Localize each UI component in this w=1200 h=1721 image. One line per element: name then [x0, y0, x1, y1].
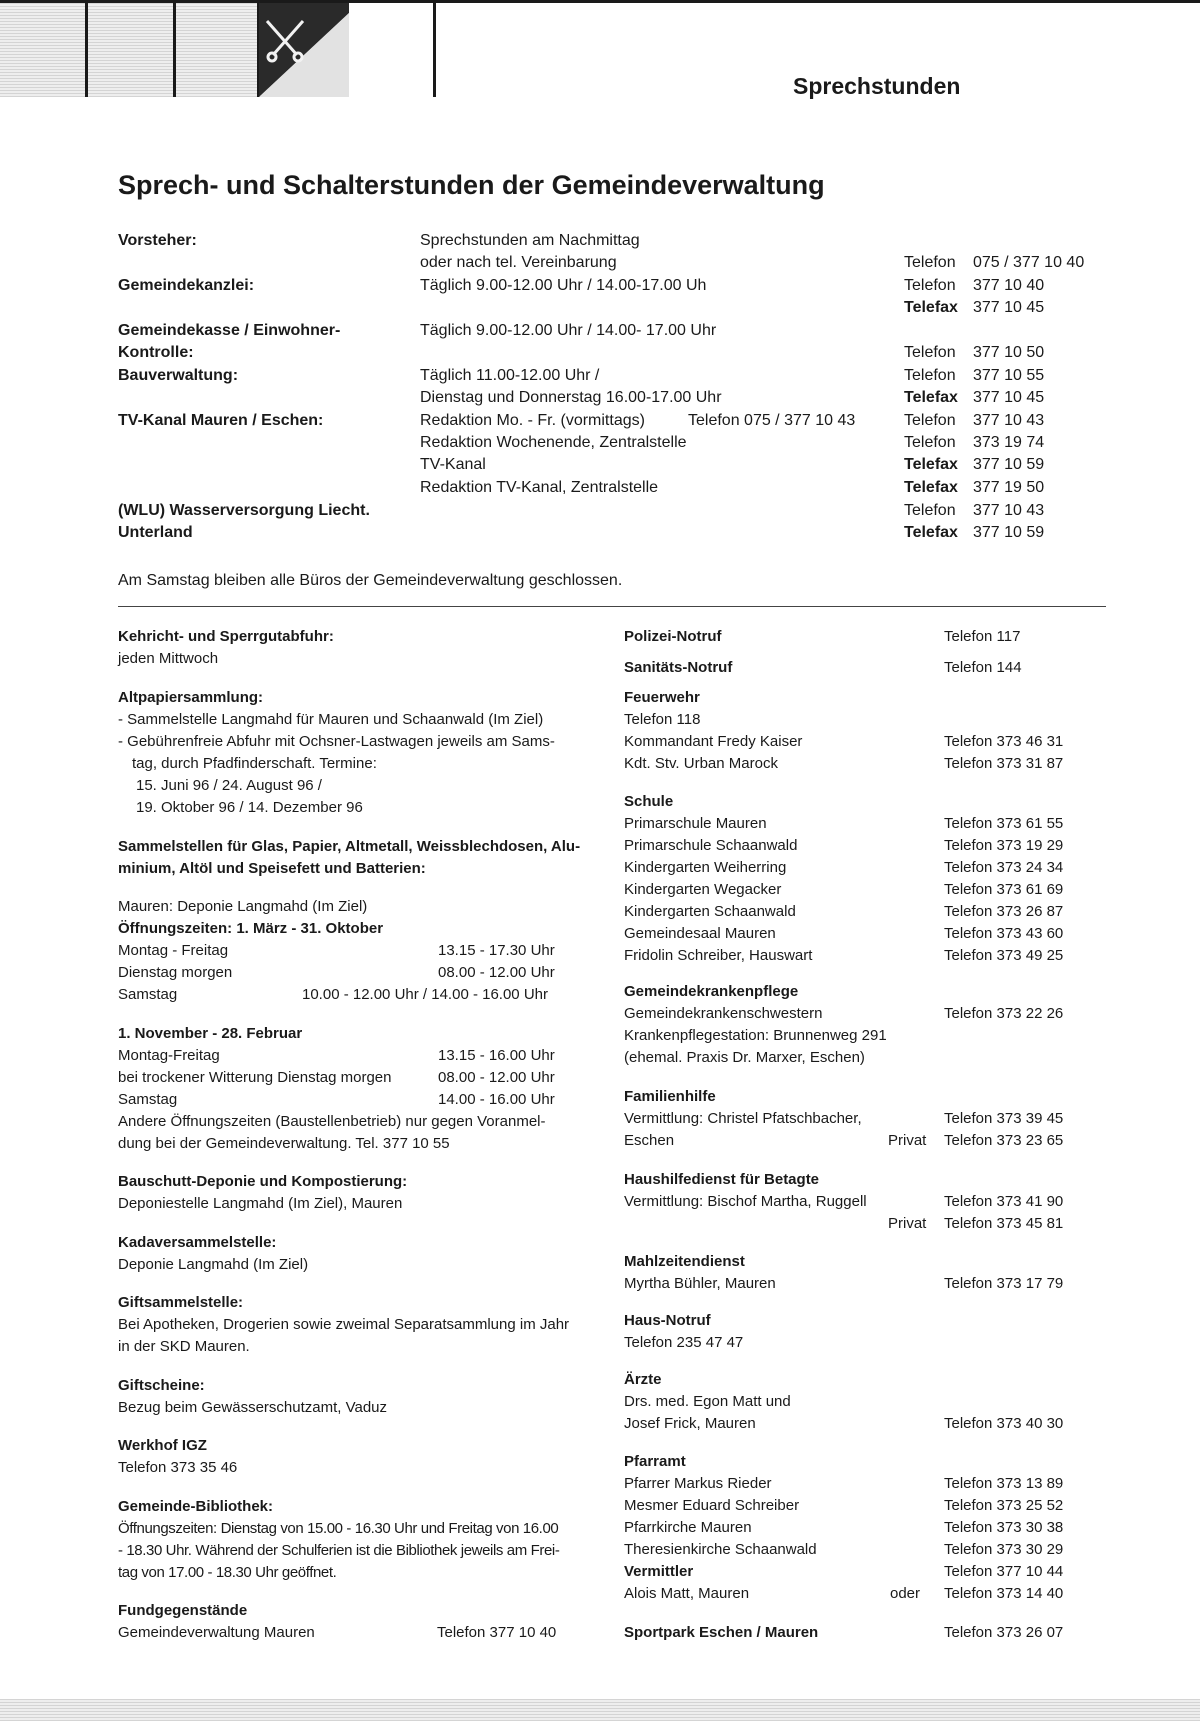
- left-heading: Altpapiersammlung:: [118, 689, 264, 706]
- left-value: 13.15 - 16.00 Uhr: [438, 1047, 555, 1064]
- left-text: Mauren: Deponie Langmahd (Im Ziel): [118, 898, 368, 915]
- office-hours: Dienstag und Donnerstag 16.00-17.00 Uhr: [420, 389, 722, 406]
- phone-number: Telefon 373 41 90: [944, 1193, 1064, 1210]
- office-label: Kontrolle:: [118, 344, 194, 361]
- left-value: Telefon 377 10 40: [437, 1624, 557, 1641]
- left-text: 19. Oktober 96 / 14. Dezember 96: [136, 799, 363, 816]
- left-text: 15. Juni 96 / 24. August 96 /: [136, 777, 322, 794]
- right-text: Theresienkirche Schaanwald: [624, 1541, 817, 1558]
- right-heading: Polizei-Notruf: [624, 628, 722, 645]
- phone-number: 377 10 59: [973, 524, 1045, 541]
- right-text: Mesmer Eduard Schreiber: [624, 1497, 800, 1514]
- phone-number: Telefon 373 39 45: [944, 1110, 1064, 1127]
- left-text: Dienstag morgen: [118, 964, 233, 981]
- phone-number: Telefon 373 40 30: [944, 1415, 1064, 1432]
- emblem-icon: [259, 3, 349, 97]
- left-text: tag von 17.00 - 18.30 Uhr geöffnet.: [118, 1564, 337, 1581]
- right-text: Kindergarten Wegacker: [624, 881, 782, 898]
- phone-number: Telefon 373 43 60: [944, 925, 1064, 942]
- right-text: Josef Frick, Mauren: [624, 1415, 756, 1432]
- left-text: Öffnungszeiten: Dienstag von 15.00 - 16.30 Uhr und Freitag von 16.00: [118, 1520, 559, 1537]
- left-text: in der SKD Mauren.: [118, 1338, 250, 1355]
- left-heading: Fundgegenstände: [118, 1602, 248, 1619]
- phone-number: Telefon 373 46 31: [944, 733, 1064, 750]
- left-value: 08.00 - 12.00 Uhr: [438, 964, 555, 981]
- left-text: - Sammelstelle Langmahd für Mauren und Schaanwald (Im Ziel): [118, 711, 544, 728]
- phone-number: Telefon 373 22 26: [944, 1005, 1064, 1022]
- phone-number: Telefon 373 19 29: [944, 837, 1064, 854]
- page-title: Sprech- und Schalterstunden der Gemeindeverwaltung: [118, 170, 825, 200]
- phone-number: 373 19 74: [973, 434, 1045, 451]
- phone-number: Telefon 373 45 81: [944, 1215, 1064, 1232]
- left-heading: Gemeinde-Bibliothek:: [118, 1498, 274, 1515]
- left-text: Andere Öffnungszeiten (Baustellenbetrieb) nur gegen Voranmel-: [118, 1113, 546, 1130]
- phone-number: Telefon 373 61 55: [944, 815, 1064, 832]
- left-heading: Giftsammelstelle:: [118, 1294, 244, 1311]
- phone-number: Telefon 144: [944, 659, 1022, 676]
- left-text: Montag-Freitag: [118, 1047, 220, 1064]
- phone-number: Telefon 373 26 07: [944, 1624, 1064, 1641]
- phone-number: Telefon 377 10 44: [944, 1563, 1064, 1580]
- right-heading: Sanitäts-Notruf: [624, 659, 733, 676]
- office-hours: Redaktion Mo. - Fr. (vormittags): [420, 412, 645, 429]
- right-text: Kindergarten Weiherring: [624, 859, 787, 876]
- office-hours: Sprechstunden am Nachmittag: [420, 232, 640, 249]
- header-banner: [0, 3, 436, 97]
- left-text: Deponiestelle Langmahd (Im Ziel), Mauren: [118, 1195, 403, 1212]
- left-value: 14.00 - 16.00 Uhr: [438, 1091, 555, 1108]
- right-heading: Feuerwehr: [624, 689, 700, 706]
- right-heading: Familienhilfe: [624, 1088, 716, 1105]
- phone-type: Telefax: [904, 524, 958, 541]
- left-text: Montag - Freitag: [118, 942, 229, 959]
- right-note: Privat: [888, 1215, 927, 1232]
- right-note: oder: [890, 1585, 921, 1602]
- right-heading: Pfarramt: [624, 1453, 686, 1470]
- right-text: Telefon 118: [624, 711, 701, 728]
- office-hours: Redaktion Wochenende, Zentralstelle: [420, 434, 687, 451]
- left-text: Bezug beim Gewässerschutzamt, Vaduz: [118, 1399, 388, 1416]
- phone-number: Telefon 373 30 29: [944, 1541, 1064, 1558]
- phone-number: 377 10 50: [973, 344, 1045, 361]
- phone-type: Telefon: [904, 502, 956, 519]
- bottom-banner: [0, 1699, 1200, 1721]
- phone-number: Telefon 117: [944, 628, 1021, 645]
- left-text: Bei Apotheken, Drogerien sowie zweimal Separatsammlung im Jahr: [118, 1316, 570, 1333]
- right-heading: Vermittler: [624, 1563, 694, 1580]
- left-text: Samstag: [118, 1091, 178, 1108]
- banner-divider: [433, 3, 436, 97]
- office-label: Gemeindekasse / Einwohner-: [118, 322, 341, 339]
- left-heading: Öffnungszeiten: 1. März - 31. Oktober: [118, 920, 384, 937]
- phone-type: Telefon: [904, 277, 956, 294]
- phone-type: Telefon: [904, 344, 956, 361]
- divider: [118, 606, 1106, 607]
- phone-type: Telefax: [904, 389, 958, 406]
- phone-number: 377 10 40: [973, 277, 1045, 294]
- right-text: Pfarrkirche Mauren: [624, 1519, 752, 1536]
- right-heading: Sportpark Eschen / Mauren: [624, 1624, 819, 1641]
- left-text: Deponie Langmahd (Im Ziel): [118, 1256, 309, 1273]
- office-label: (WLU) Wasserversorgung Liecht.: [118, 502, 370, 519]
- left-heading: Werkhof IGZ: [118, 1437, 207, 1454]
- left-text: jeden Mittwoch: [118, 650, 219, 667]
- right-text: Gemeindesaal Mauren: [624, 925, 776, 942]
- right-heading: Ärzte: [624, 1371, 662, 1388]
- phone-type: Telefax: [904, 456, 958, 473]
- left-text: bei trockener Witterung Dienstag morgen: [118, 1069, 392, 1086]
- banner-cell: [176, 3, 257, 97]
- office-label: Bauverwaltung:: [118, 367, 239, 384]
- office-label: Vorsteher:: [118, 232, 197, 249]
- phone-number: Telefon 373 13 89: [944, 1475, 1064, 1492]
- left-text: dung bei der Gemeindeverwaltung. Tel. 377 10 55: [118, 1135, 450, 1152]
- office-hours: Redaktion TV-Kanal, Zentralstelle: [420, 479, 659, 496]
- right-text: Myrtha Bühler, Mauren: [624, 1275, 776, 1292]
- phone-number: Telefon 373 25 52: [944, 1497, 1064, 1514]
- left-text: Telefon 373 35 46: [118, 1459, 238, 1476]
- right-heading: Gemeindekrankenpflege: [624, 983, 799, 1000]
- left-value: 13.15 - 17.30 Uhr: [438, 942, 555, 959]
- left-heading: Kehricht- und Sperrgutabfuhr:: [118, 628, 334, 645]
- phone-number: Telefon 373 24 34: [944, 859, 1064, 876]
- right-text: Drs. med. Egon Matt und: [624, 1393, 791, 1410]
- left-heading: 1. November - 28. Februar: [118, 1025, 303, 1042]
- office-hours: Täglich 9.00-12.00 Uhr / 14.00- 17.00 Uhr: [420, 322, 717, 339]
- phone-number: Telefon 373 61 69: [944, 881, 1064, 898]
- office-extra-phone: Telefon 075 / 377 10 43: [688, 412, 856, 429]
- phone-type: Telefon: [904, 367, 956, 384]
- left-value: 08.00 - 12.00 Uhr: [438, 1069, 555, 1086]
- phone-number: 377 10 45: [973, 389, 1045, 406]
- phone-number: 377 10 43: [973, 502, 1045, 519]
- phone-number: 377 10 45: [973, 299, 1045, 316]
- right-text: Pfarrer Markus Rieder: [624, 1475, 772, 1492]
- office-hours: oder nach tel. Vereinbarung: [420, 254, 617, 271]
- office-hours: Täglich 9.00-12.00 Uhr / 14.00-17.00 Uh: [420, 277, 707, 294]
- right-text: Alois Matt, Mauren: [624, 1585, 750, 1602]
- office-label: Unterland: [118, 524, 193, 541]
- phone-type: Telefon: [904, 412, 956, 429]
- right-text: Fridolin Schreiber, Hauswart: [624, 947, 813, 964]
- phone-number: Telefon 373 26 87: [944, 903, 1064, 920]
- phone-number: Telefon 373 31 87: [944, 755, 1064, 772]
- phone-type: Telefon: [904, 254, 956, 271]
- left-text: - 18.30 Uhr. Während der Schulferien ist die Bibliothek jeweils am Frei-: [118, 1542, 560, 1559]
- left-value: 10.00 - 12.00 Uhr / 14.00 - 16.00 Uhr: [302, 986, 548, 1003]
- right-text: Eschen: [624, 1132, 675, 1149]
- right-heading: Haus-Notruf: [624, 1312, 711, 1329]
- left-text: Samstag: [118, 986, 178, 1003]
- left-heading: Bauschutt-Deponie und Kompostierung:: [118, 1173, 408, 1190]
- phone-number: Telefon 373 14 40: [944, 1585, 1064, 1602]
- left-text: - Gebührenfreie Abfuhr mit Ochsner-Lastwagen jeweils am Sams-: [118, 733, 555, 750]
- office-label: Gemeindekanzlei:: [118, 277, 255, 294]
- phone-number: Telefon 373 30 38: [944, 1519, 1064, 1536]
- saturday-note: Am Samstag bleiben alle Büros der Gemeindeverwaltung geschlossen.: [118, 572, 623, 589]
- phone-number: 377 10 43: [973, 412, 1045, 429]
- right-text: Kdt. Stv. Urban Marock: [624, 755, 778, 772]
- phone-number: Telefon 373 23 65: [944, 1132, 1064, 1149]
- right-text: Vermittlung: Bischof Martha, Ruggell: [624, 1193, 867, 1210]
- phone-type: Telefax: [904, 479, 958, 496]
- phone-type: Telefon: [904, 434, 956, 451]
- office-hours: Täglich 11.00-12.00 Uhr /: [420, 367, 600, 384]
- right-heading: Haushilfedienst für Betagte: [624, 1171, 820, 1188]
- phone-number: 377 10 59: [973, 456, 1045, 473]
- left-heading: Kadaversammelstelle:: [118, 1234, 277, 1251]
- left-heading: minium, Altöl und Speisefett und Batterien:: [118, 860, 426, 877]
- left-heading: Sammelstellen für Glas, Papier, Altmetall, Weissblechdosen, Alu-: [118, 838, 581, 855]
- right-heading: Schule: [624, 793, 674, 810]
- banner-cell: [88, 3, 173, 97]
- left-heading: Giftscheine:: [118, 1377, 205, 1394]
- right-text: (ehemal. Praxis Dr. Marxer, Eschen): [624, 1049, 865, 1066]
- right-note: Privat: [888, 1132, 927, 1149]
- right-text: Vermittlung: Christel Pfatschbacher,: [624, 1110, 862, 1127]
- left-text: Gemeindeverwaltung Mauren: [118, 1624, 315, 1641]
- phone-type: Telefax: [904, 299, 958, 316]
- banner-cell: [0, 3, 85, 97]
- right-text: Kindergarten Schaanwald: [624, 903, 796, 920]
- phone-number: Telefon 373 49 25: [944, 947, 1064, 964]
- right-text: Gemeindekrankenschwestern: [624, 1005, 823, 1022]
- right-text: Krankenpflegestation: Brunnenweg 291: [624, 1027, 887, 1044]
- office-label: TV-Kanal Mauren / Eschen:: [118, 412, 324, 429]
- right-heading: Mahlzeitendienst: [624, 1253, 745, 1270]
- left-text: tag, durch Pfadfinderschaft. Termine:: [132, 755, 377, 772]
- phone-number: 377 19 50: [973, 479, 1045, 496]
- section-tag: Sprechstunden: [793, 73, 961, 99]
- phone-number: Telefon 373 17 79: [944, 1275, 1064, 1292]
- office-hours: TV-Kanal: [420, 456, 486, 473]
- phone-number: 075 / 377 10 40: [973, 254, 1085, 271]
- right-text: Telefon 235 47 47: [624, 1334, 744, 1351]
- right-text: Primarschule Schaanwald: [624, 837, 798, 854]
- right-text: Kommandant Fredy Kaiser: [624, 733, 803, 750]
- phone-number: 377 10 55: [973, 367, 1045, 384]
- right-text: Primarschule Mauren: [624, 815, 767, 832]
